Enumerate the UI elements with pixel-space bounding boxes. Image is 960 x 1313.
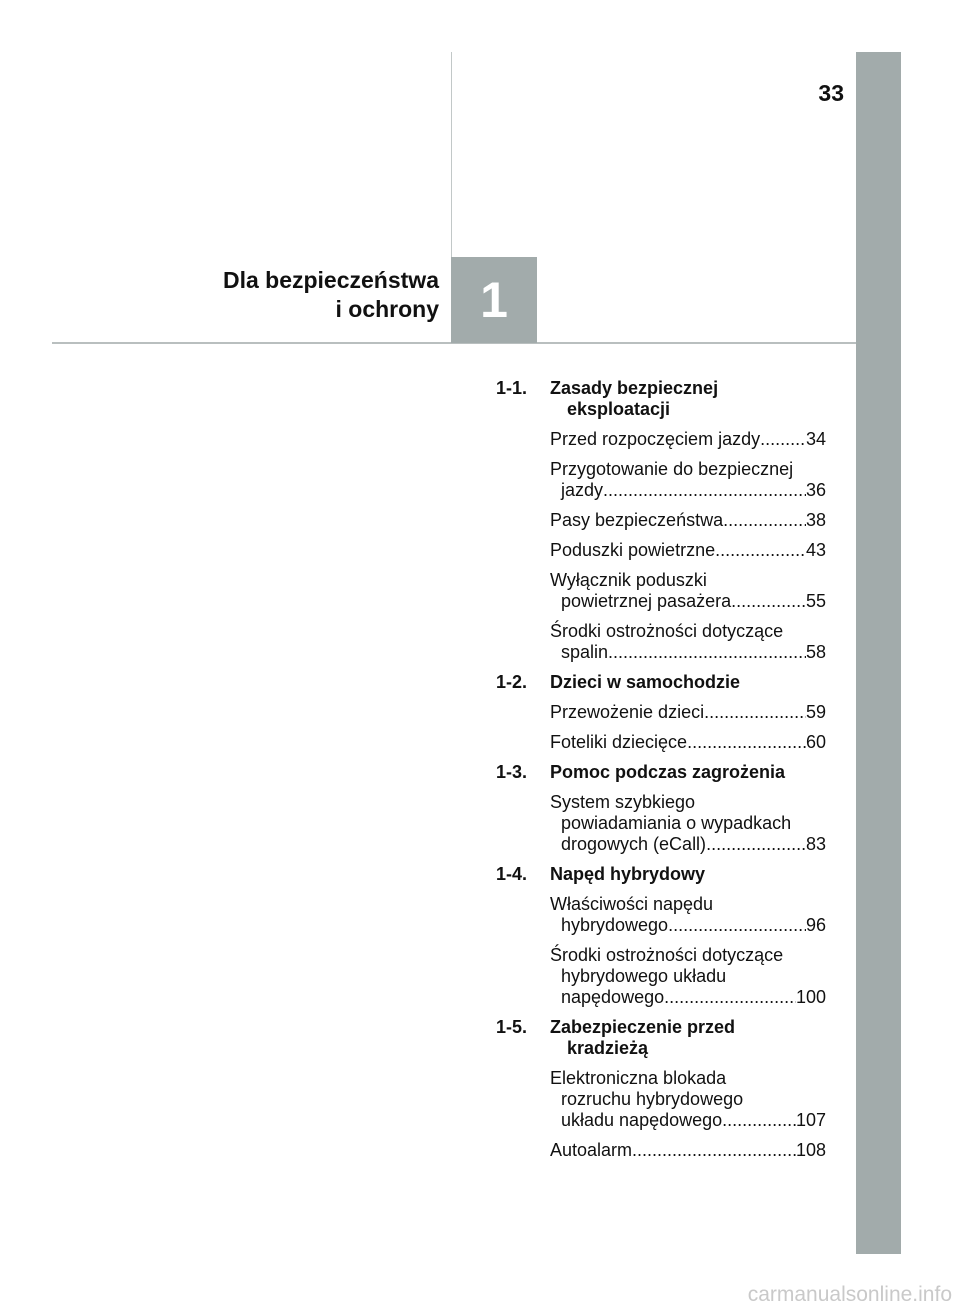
- dot-leader: [722, 1110, 796, 1131]
- entry-page-number: 38: [805, 510, 826, 530]
- dot-leader: [608, 642, 806, 663]
- entry-title-line: napędowego: [561, 987, 665, 1007]
- entry-page-number: 58: [805, 642, 826, 662]
- dot-leader: [723, 510, 806, 531]
- toc-entry[interactable]: [496, 1140, 826, 1161]
- section-heading[interactable]: [496, 864, 826, 885]
- entry-page-number: 59: [805, 702, 826, 722]
- entry-page-number: 107: [795, 1110, 826, 1130]
- dot-leader: [760, 429, 806, 450]
- toc-entry[interactable]: [496, 1068, 826, 1131]
- dot-leader: [664, 987, 796, 1008]
- entry-title-line: Przed rozpoczęciem jazdy: [550, 429, 761, 449]
- toc-section: [496, 864, 826, 1008]
- toc-entry[interactable]: [496, 792, 826, 855]
- entry-page-number: 96: [805, 915, 826, 935]
- section-heading[interactable]: [496, 762, 826, 783]
- toc-entry[interactable]: [496, 732, 826, 753]
- entry-title-line: Środki ostrożności dotyczące: [550, 945, 784, 965]
- dot-leader: [704, 702, 806, 723]
- entry-title-line: Elektroniczna blokada: [550, 1068, 727, 1088]
- chapter-title-line: Dla bezpieczeństwa: [222, 267, 439, 293]
- entry-page-number: 108: [795, 1140, 826, 1160]
- section-heading[interactable]: [496, 378, 826, 420]
- chapter-title: [223, 266, 439, 324]
- dot-leader: [603, 480, 806, 501]
- toc-entry[interactable]: [496, 702, 826, 723]
- page-number: 33: [818, 80, 844, 106]
- entry-title-line: Wyłącznik poduszki: [550, 570, 707, 590]
- entry-page-number: 34: [805, 429, 826, 449]
- toc-section: [496, 378, 826, 663]
- watermark: carmanualsonline.info: [747, 1283, 952, 1306]
- dot-leader: [715, 540, 806, 561]
- section-title-line: Napęd hybrydowy: [550, 864, 706, 884]
- entry-page-number: 60: [805, 732, 826, 752]
- dot-leader: [687, 732, 806, 753]
- chapter-number-box: 1: [451, 257, 537, 343]
- section-number: 1-5.: [496, 1017, 528, 1037]
- entry-title-line: Właściwości napędu: [550, 894, 714, 914]
- dot-leader: [731, 591, 806, 612]
- section-number: 1-1.: [496, 378, 528, 398]
- section-title-line: Pomoc podczas zagrożenia: [550, 762, 786, 782]
- entry-page-number: 43: [805, 540, 826, 560]
- toc-entry[interactable]: [496, 621, 826, 663]
- toc-section: [496, 1017, 826, 1161]
- toc-section: [496, 672, 826, 753]
- entry-title-line: hybrydowego układu: [561, 966, 727, 986]
- toc-entry[interactable]: [496, 945, 826, 1008]
- chapter-title-line: i ochrony: [335, 296, 439, 322]
- toc-entry[interactable]: [496, 459, 826, 501]
- toc-entry[interactable]: [496, 540, 826, 561]
- toc-entry[interactable]: [496, 894, 826, 936]
- entry-page-number: 83: [805, 834, 826, 854]
- section-heading[interactable]: [496, 1017, 826, 1059]
- dot-leader: [706, 834, 806, 855]
- entry-title-line: Pasy bezpieczeństwa: [550, 510, 724, 530]
- dot-leader: [668, 915, 806, 936]
- entry-title-line: układu napędowego: [561, 1110, 723, 1130]
- dot-leader: [632, 1140, 796, 1161]
- section-number: 1-2.: [496, 672, 528, 692]
- entry-title-line: Poduszki powietrzne: [550, 540, 716, 560]
- entry-title-line: jazdy: [561, 480, 604, 500]
- section-title-line: Zabezpieczenie przed: [550, 1017, 736, 1037]
- entry-title-line: rozruchu hybrydowego: [561, 1089, 744, 1109]
- toc-entry[interactable]: [496, 570, 826, 612]
- entry-title-line: Przygotowanie do bezpiecznej: [550, 459, 794, 479]
- toc-entry[interactable]: [496, 510, 826, 531]
- entry-title-line: System szybkiego: [550, 792, 696, 812]
- entry-page-number: 100: [795, 987, 826, 1007]
- entry-title-line: powiadamiania o wypadkach: [561, 813, 792, 833]
- toc-section: [496, 762, 826, 855]
- section-number: 1-3.: [496, 762, 528, 782]
- entry-title-line: spalin: [561, 642, 609, 662]
- entry-title-line: hybrydowego: [561, 915, 669, 935]
- entry-title-line: drogowych (eCall): [561, 834, 707, 854]
- section-number: 1-4.: [496, 864, 528, 884]
- section-title-line: Zasady bezpiecznej: [550, 378, 719, 398]
- entry-title-line: Środki ostrożności dotyczące: [550, 621, 784, 641]
- section-heading[interactable]: [496, 672, 826, 693]
- entry-title-line: Foteliki dziecięce: [550, 732, 688, 752]
- entry-page-number: 55: [805, 591, 826, 611]
- entry-title-line: Przewożenie dzieci: [550, 702, 705, 722]
- table-of-contents: [496, 378, 826, 1170]
- entry-title-line: powietrznej pasażera: [561, 591, 732, 611]
- chapter-side-tab: [856, 52, 901, 1254]
- entry-page-number: 36: [805, 480, 826, 500]
- toc-entry[interactable]: [496, 429, 826, 450]
- entry-title-line: Autoalarm: [550, 1140, 633, 1160]
- section-title-line: Dzieci w samochodzie: [550, 672, 741, 692]
- section-title-line: eksploatacji: [567, 399, 671, 419]
- section-title-line: kradzieżą: [567, 1038, 649, 1058]
